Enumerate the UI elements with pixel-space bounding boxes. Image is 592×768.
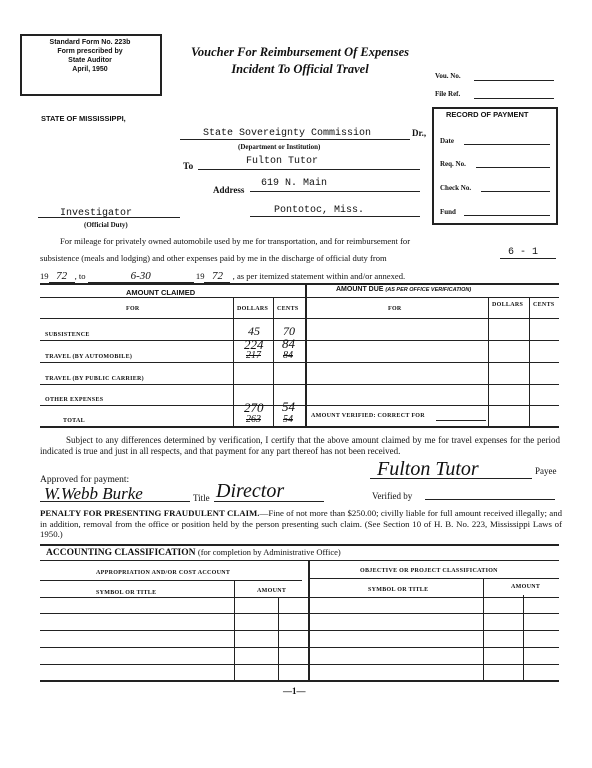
subsistence-cents: 70 [283, 324, 295, 338]
row-rule [40, 362, 559, 363]
row-label-travel-carrier: TRAVEL (BY PUBLIC CARRIER) [45, 376, 144, 382]
verified-by-field[interactable] [425, 499, 555, 500]
year-1: 72 [49, 270, 75, 283]
acct-subhead-rule [40, 580, 302, 581]
acct-divider [523, 595, 524, 680]
travel-auto-struck-cents: 84 [283, 350, 293, 361]
table-top-rule [40, 283, 559, 285]
year-2: 72 [204, 270, 230, 283]
penalty-text: PENALTY FOR PRESENTING FRAUDULENT CLAIM.—Fine of not more than $250.00; civilly liable for full amount received illegally; and in addition, removal from the office or position held by the person presenting such claim. (See Section 10 of H. B. No. 223, Mississippi Laws of 1950.) [40, 508, 562, 539]
appropriation-header: APPROPRIATION AND/OR COST ACCOUNT [96, 570, 231, 576]
table-header-rule [40, 297, 559, 298]
table-colhead-rule [40, 318, 559, 319]
department-caption: (Department or Institution) [238, 143, 321, 151]
payee-signature-line[interactable] [370, 478, 532, 479]
objective-header: OBJECTIVE OR PROJECT CLASSIFICATION [360, 568, 498, 574]
acct-row-rule [40, 664, 559, 665]
accounting-title-rule [40, 560, 559, 561]
from-date: 6 - 1 [508, 247, 539, 258]
title-label: Title [193, 493, 210, 503]
address-value-1: 619 N. Main [261, 178, 328, 189]
acct-row-rule [40, 630, 559, 631]
row-rule [40, 405, 559, 406]
row-rule [40, 340, 559, 341]
claimed-col-cents: CENTS [277, 306, 299, 312]
row-label-total: TOTAL [63, 418, 85, 424]
official-duty-field[interactable] [38, 217, 180, 218]
statement-line-3: 19 72 , to 6-30 19 72 , as per itemized statement within and/or annexed. [40, 270, 406, 282]
amount-verified-field[interactable] [436, 420, 486, 421]
total-struck-cents: 54 [283, 414, 293, 425]
statement-line-2: subsistence (meals and lodging) and other expenses paid by me in the discharge of official duty from [40, 253, 387, 263]
due-col-for: FOR [388, 306, 402, 312]
claimed-col-for: FOR [126, 306, 140, 312]
travel-auto-dollars: 224 [244, 337, 264, 352]
payee-label: Payee [535, 466, 557, 476]
form-title: Voucher For Reimbursement Of Expenses Incident To Official Travel [190, 45, 410, 76]
to-field[interactable] [198, 169, 420, 170]
due-col-cents: CENTS [533, 302, 555, 308]
amount-verified-label: AMOUNT VERIFIED: CORRECT FOR [311, 413, 425, 419]
row-label-subsistence: SUBSISTENCE [45, 332, 90, 338]
record-title: RECORD OF PAYMENT [446, 110, 529, 119]
approver-signature: W.Webb Burke [44, 484, 143, 503]
record-check-label: Check No. [440, 184, 472, 192]
accounting-title: ACCOUNTING CLASSIFICATION (for completion by Administrative Office) [46, 547, 341, 558]
row-label-other: OTHER EXPENSES [45, 397, 104, 403]
accounting-top-rule [40, 544, 559, 546]
title-line[interactable] [214, 501, 324, 502]
address-value-2: Pontotoc, Miss. [274, 205, 365, 216]
record-date-field[interactable] [464, 144, 550, 145]
to-label: To [183, 162, 194, 172]
title-value: Director [216, 480, 285, 502]
approved-label: Approved for payment: [40, 475, 130, 485]
claimed-col-dollars: DOLLARS [237, 306, 269, 312]
vou-no-field[interactable] [474, 80, 554, 81]
record-fund-field[interactable] [464, 215, 550, 216]
address-field-2[interactable] [250, 216, 420, 217]
total-dollars: 270 [244, 400, 264, 415]
record-req-label: Req. No. [440, 160, 466, 168]
acct-divider [278, 597, 279, 680]
amount-header-left: AMOUNT [257, 588, 287, 594]
page-number: —1— [283, 686, 306, 696]
acct-row-rule [40, 597, 559, 598]
vou-no-label: Vou. No. [435, 72, 461, 80]
approver-signature-line[interactable] [40, 501, 190, 502]
total-cents: 54 [282, 399, 295, 414]
record-req-field[interactable] [476, 167, 550, 168]
to-value: Fulton Tutor [246, 156, 319, 167]
address-label: Address [213, 185, 245, 195]
record-date-label: Date [440, 137, 454, 145]
acct-row-rule [40, 613, 559, 614]
department-value: State Sovereignty Commission [203, 128, 372, 139]
statement-line-1: For mileage for privately owned automobile used by me for transportation, and for reimbursement for [60, 236, 411, 246]
acct-bottom-rule [40, 680, 559, 682]
payee-signature: Fulton Tutor [377, 458, 479, 480]
certification-text: Subject to any differences determined by verification, I certify that the above amount claimed by me for travel expenses for the period indicated is true and just in all respects, and that payment for any part thereof has not been received. [40, 435, 560, 456]
acct-subhead-rule [308, 578, 559, 579]
due-header: AMOUNT DUE (AS PER OFFICE VERIFICATION) [336, 286, 472, 293]
travel-auto-cents: 84 [282, 336, 295, 351]
official-duty-caption: (Official Duty) [84, 221, 128, 229]
subsistence-dollars: 45 [248, 324, 260, 338]
file-ref-field[interactable] [474, 98, 554, 99]
file-ref-label: File Ref. [435, 90, 461, 98]
travel-auto-struck-dollars: 217 [246, 350, 261, 361]
to-date: 6-30 [88, 270, 194, 283]
record-check-field[interactable] [481, 191, 550, 192]
due-col-dollars: DOLLARS [492, 302, 524, 308]
row-rule [40, 384, 559, 385]
official-duty-value: Investigator [60, 208, 133, 219]
department-field[interactable] [180, 139, 410, 140]
claimed-header: AMOUNT CLAIMED [126, 288, 196, 297]
address-field-1[interactable] [250, 191, 420, 192]
department-suffix: Dr., [412, 128, 427, 138]
symbol-header-left: SYMBOL OR TITLE [96, 590, 157, 596]
symbol-header-right: SYMBOL OR TITLE [368, 587, 429, 593]
verified-label: Verified by [372, 491, 413, 501]
standard-form-text: Standard Form No. 223b Form prescribed by State Auditor April, 1950 [49, 39, 131, 73]
table-bottom-rule [40, 426, 559, 428]
amount-header-right: AMOUNT [511, 584, 541, 590]
total-struck-dollars: 263 [246, 414, 261, 425]
record-fund-label: Fund [440, 208, 456, 216]
state-label: STATE OF MISSISSIPPI, [41, 114, 126, 123]
acct-row-rule [40, 647, 559, 648]
from-date-field[interactable] [500, 258, 556, 259]
row-label-travel-auto: TRAVEL (BY AUTOMOBILE) [45, 354, 133, 360]
